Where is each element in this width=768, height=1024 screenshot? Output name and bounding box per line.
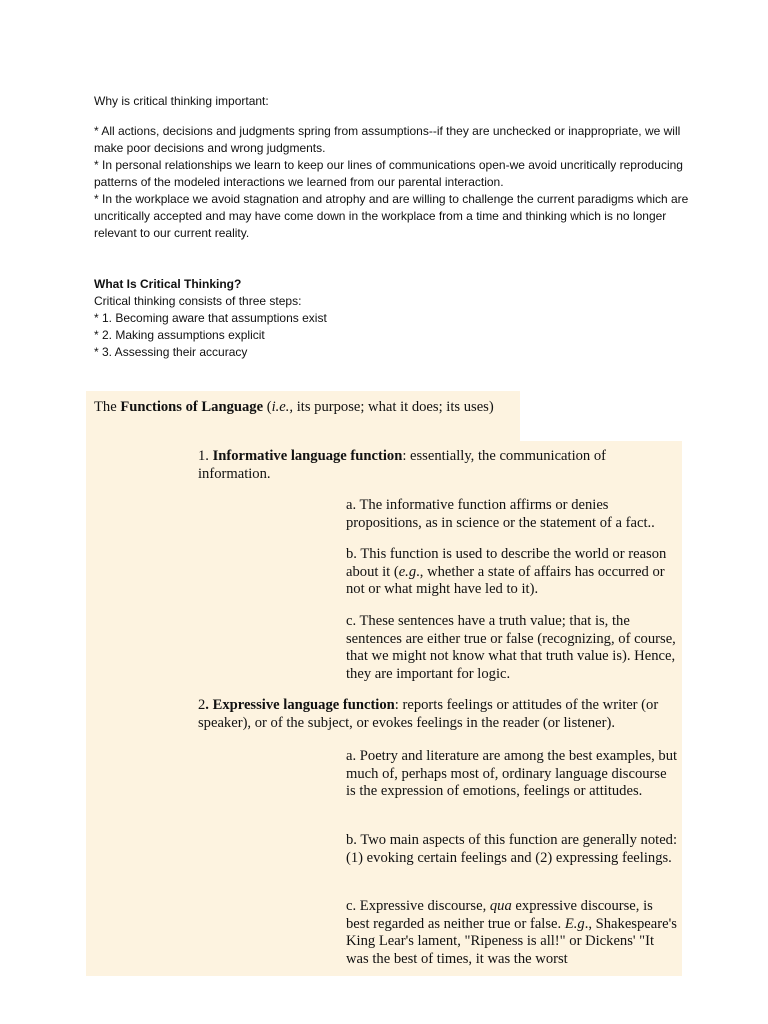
- reason-item: * In the workplace we avoid stagnation and atrophy and are willing to challenge the current paradigms which are uncritically accepted and may have come down in the workplace from a time and thinking which is no longer relevant to our current reality.: [94, 192, 689, 240]
- expressive-point-b: b. Two main aspects of this function are generally noted: (1) evoking certain feelings and (2) expressing feelings.: [346, 832, 678, 866]
- step-item: * 1. Becoming aware that assumptions exist: [94, 311, 327, 325]
- informative-point-a: a. The informative function affirms or denies propositions, as in science or the statement of a fact..: [346, 497, 655, 531]
- expressive-point-c: c. Expressive discourse, qua expressive discourse, is best regarded as neither true or false. E.g., Shakespeare's King Lear's lament, "Ripeness is all!" or Dickens' "It was the best of times, it was the worst: [346, 898, 677, 967]
- expressive-function-heading: 2. Expressive language function: reports feelings or attitudes of the writer (or speaker), or of the subject, or evokes feelings in the reader (or listener).: [198, 697, 659, 731]
- expressive-point-a: a. Poetry and literature are among the best examples, but much of, perhaps most of, ordinary language discourse is the expression of emotions, feelings or attitudes.: [346, 748, 678, 800]
- reason-item: * All actions, decisions and judgments spring from assumptions--if they are unchecked or inappropriate, we will make poor decisions and wrong judgments.: [94, 124, 681, 155]
- reason-item: * In personal relationships we learn to keep our lines of communications open-we avoid uncritically reproducing patterns of the modeled interactions we learned from our parental interaction.: [94, 158, 683, 189]
- functions-title: The Functions of Language (i.e., its purpose; what it does; its uses): [94, 399, 494, 415]
- step-item: * 3. Assessing their accuracy: [94, 345, 248, 359]
- step-item: * 2. Making assumptions explicit: [94, 328, 265, 342]
- informative-function-heading: 1. Informative language function: essentially, the communication of information.: [198, 448, 607, 482]
- reasons-list: [94, 123, 694, 242]
- informative-point-b: b. This function is used to describe the world or reason about it (e.g., whether a state of affairs has occurred or not or what might have led to it).: [346, 546, 667, 598]
- intro-heading: Why is critical thinking important:: [94, 94, 269, 108]
- critical-thinking-heading: What Is Critical Thinking?: [94, 277, 242, 291]
- informative-point-c: c. These sentences have a truth value; that is, the sentences are either true or false (recognizing, of course, that we might not know what that truth value is). Hence, they are important for logic.: [346, 613, 676, 682]
- critical-thinking-steps: [94, 293, 694, 361]
- steps-lead: Critical thinking consists of three steps:: [94, 294, 302, 308]
